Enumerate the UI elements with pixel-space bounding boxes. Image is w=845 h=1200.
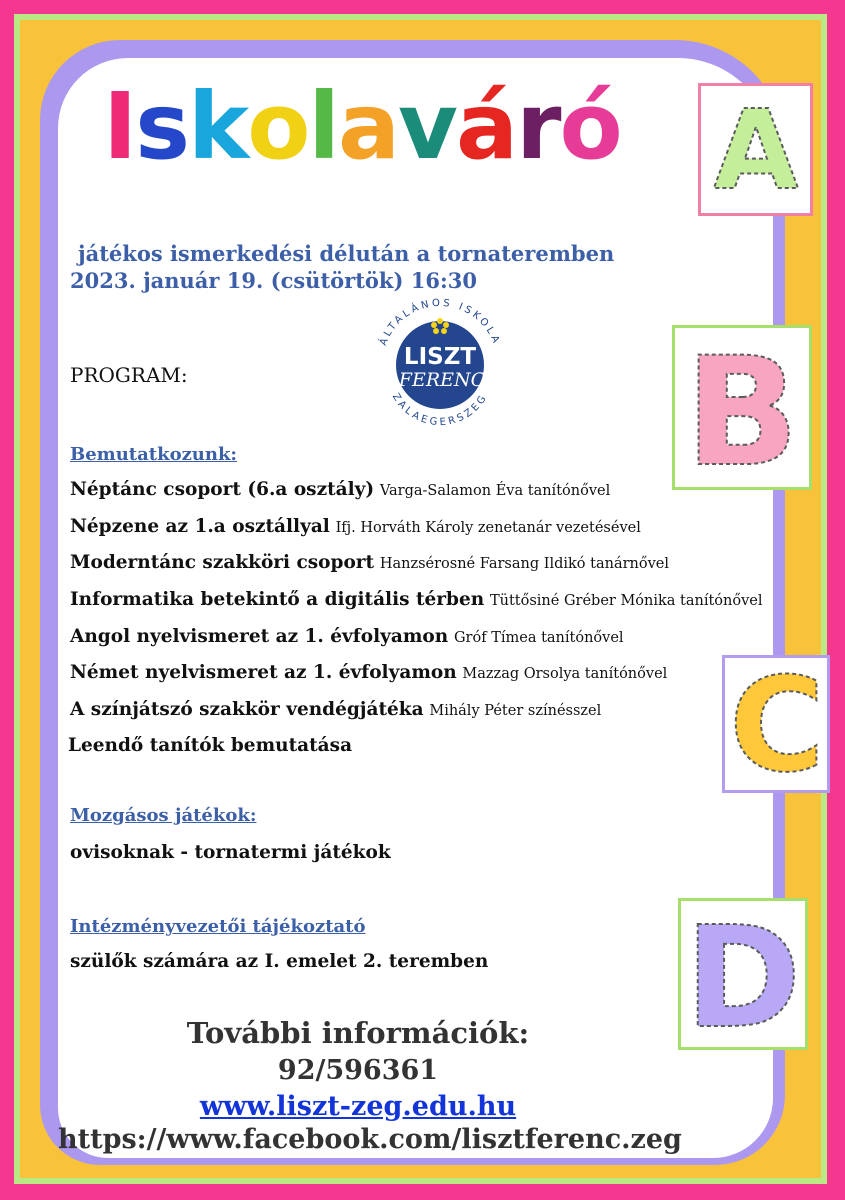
program-item-title: Informatika betekintő a digitális térben bbox=[70, 589, 485, 610]
contact-facebook[interactable]: https://www.facebook.com/lisztferenc.zeg bbox=[58, 1124, 682, 1155]
title-letter: ó bbox=[559, 73, 621, 180]
intro-line-1: játékos ismerkedési délután a tornateremben bbox=[78, 241, 615, 266]
title-letter: I bbox=[103, 73, 136, 180]
program-item-detail: Varga-Salamon Éva tanítónővel bbox=[379, 483, 611, 499]
program-item-detail: Hanzsérosné Farsang Ildikó tanárnővel bbox=[379, 556, 669, 572]
letter-d-icon bbox=[681, 901, 805, 1047]
program-item bbox=[70, 479, 610, 500]
logo-name-1: LISZT bbox=[403, 344, 477, 370]
school-logo bbox=[373, 296, 507, 430]
title-letter: v bbox=[398, 73, 457, 180]
program-item bbox=[70, 589, 763, 610]
program-item bbox=[70, 516, 641, 537]
title-letter: o bbox=[247, 73, 309, 180]
contact-phone: 92/596361 bbox=[277, 1055, 439, 1086]
intezmeny-text: szülők számára az I. emelet 2. teremben bbox=[70, 951, 489, 972]
program-item-title: Néptánc csoport (6.a osztály) bbox=[70, 479, 375, 500]
website-link[interactable]: www.liszt-zeg.edu.hu bbox=[199, 1091, 517, 1122]
letter-a-box bbox=[698, 83, 813, 216]
program-item-title: A színjátszó szakkör vendégjátéka bbox=[70, 699, 424, 720]
mozgasos-text: ovisoknak - tornatermi játékok bbox=[70, 842, 391, 863]
title-letter: a bbox=[337, 73, 399, 180]
title-letter: r bbox=[516, 73, 560, 180]
svg-text:D: D bbox=[684, 901, 802, 1047]
letter-a-icon bbox=[701, 86, 810, 213]
letter-c-box bbox=[722, 655, 830, 793]
program-item-detail: Ifj. Horváth Károly zenetanár vezetésével bbox=[335, 520, 641, 536]
title-letter: k bbox=[188, 73, 248, 180]
program-item bbox=[70, 699, 601, 720]
program-item-detail: Mihály Péter színésszel bbox=[429, 703, 602, 719]
bemutatkozunk-heading: Bemutatkozunk: bbox=[70, 444, 238, 465]
intezmeny-heading: Intézményvezetői tájékoztató bbox=[70, 916, 366, 937]
program-item bbox=[70, 662, 667, 683]
title-letter: l bbox=[308, 73, 338, 180]
program-item-title: Leendő tanítók bemutatása bbox=[68, 735, 353, 756]
program-item bbox=[70, 552, 669, 573]
program-item-detail: Tüttősiné Gréber Mónika tanítónővel bbox=[489, 593, 763, 609]
program-item-detail: Mazzag Orsolya tanítónővel bbox=[462, 666, 668, 682]
program-item-title: Angol nyelvismeret az 1. évfolyamon bbox=[70, 626, 449, 647]
intro-date-line: 2023. január 19. (csütörtök) 16:30 bbox=[70, 268, 477, 293]
program-item-title: Moderntánc szakköri csoport bbox=[70, 552, 375, 573]
program-item-title: Német nyelvismeret az 1. évfolyamon bbox=[70, 662, 457, 683]
svg-text:C: C bbox=[729, 658, 825, 790]
letter-c-icon bbox=[725, 658, 827, 790]
svg-text:B: B bbox=[684, 328, 800, 487]
program-item bbox=[68, 735, 352, 756]
poster-title bbox=[103, 72, 621, 182]
letter-b-icon bbox=[675, 328, 809, 487]
mozgasos-heading: Mozgásos játékok: bbox=[70, 805, 257, 826]
program-item bbox=[70, 626, 624, 647]
letter-d-box bbox=[678, 898, 808, 1050]
title-letter: s bbox=[135, 73, 188, 180]
contact-heading: További információk: bbox=[186, 1016, 530, 1050]
svg-text:A: A bbox=[713, 86, 799, 213]
logo-top-text: ÁLTALÁNOS ISKOLA bbox=[377, 297, 503, 348]
program-item-detail: Gróf Tímea tanítónővel bbox=[453, 630, 624, 646]
program-label: PROGRAM: bbox=[70, 363, 188, 387]
letter-b-box bbox=[672, 325, 812, 490]
title-letter: á bbox=[456, 73, 517, 180]
contact-website[interactable] bbox=[58, 1091, 658, 1122]
intro-block bbox=[70, 240, 614, 294]
program-item-title: Népzene az 1.a osztállyal bbox=[70, 516, 330, 537]
logo-name-2: FERENC bbox=[398, 369, 486, 391]
logo-bottom-text: ZALAEGERSZEG bbox=[389, 391, 491, 429]
